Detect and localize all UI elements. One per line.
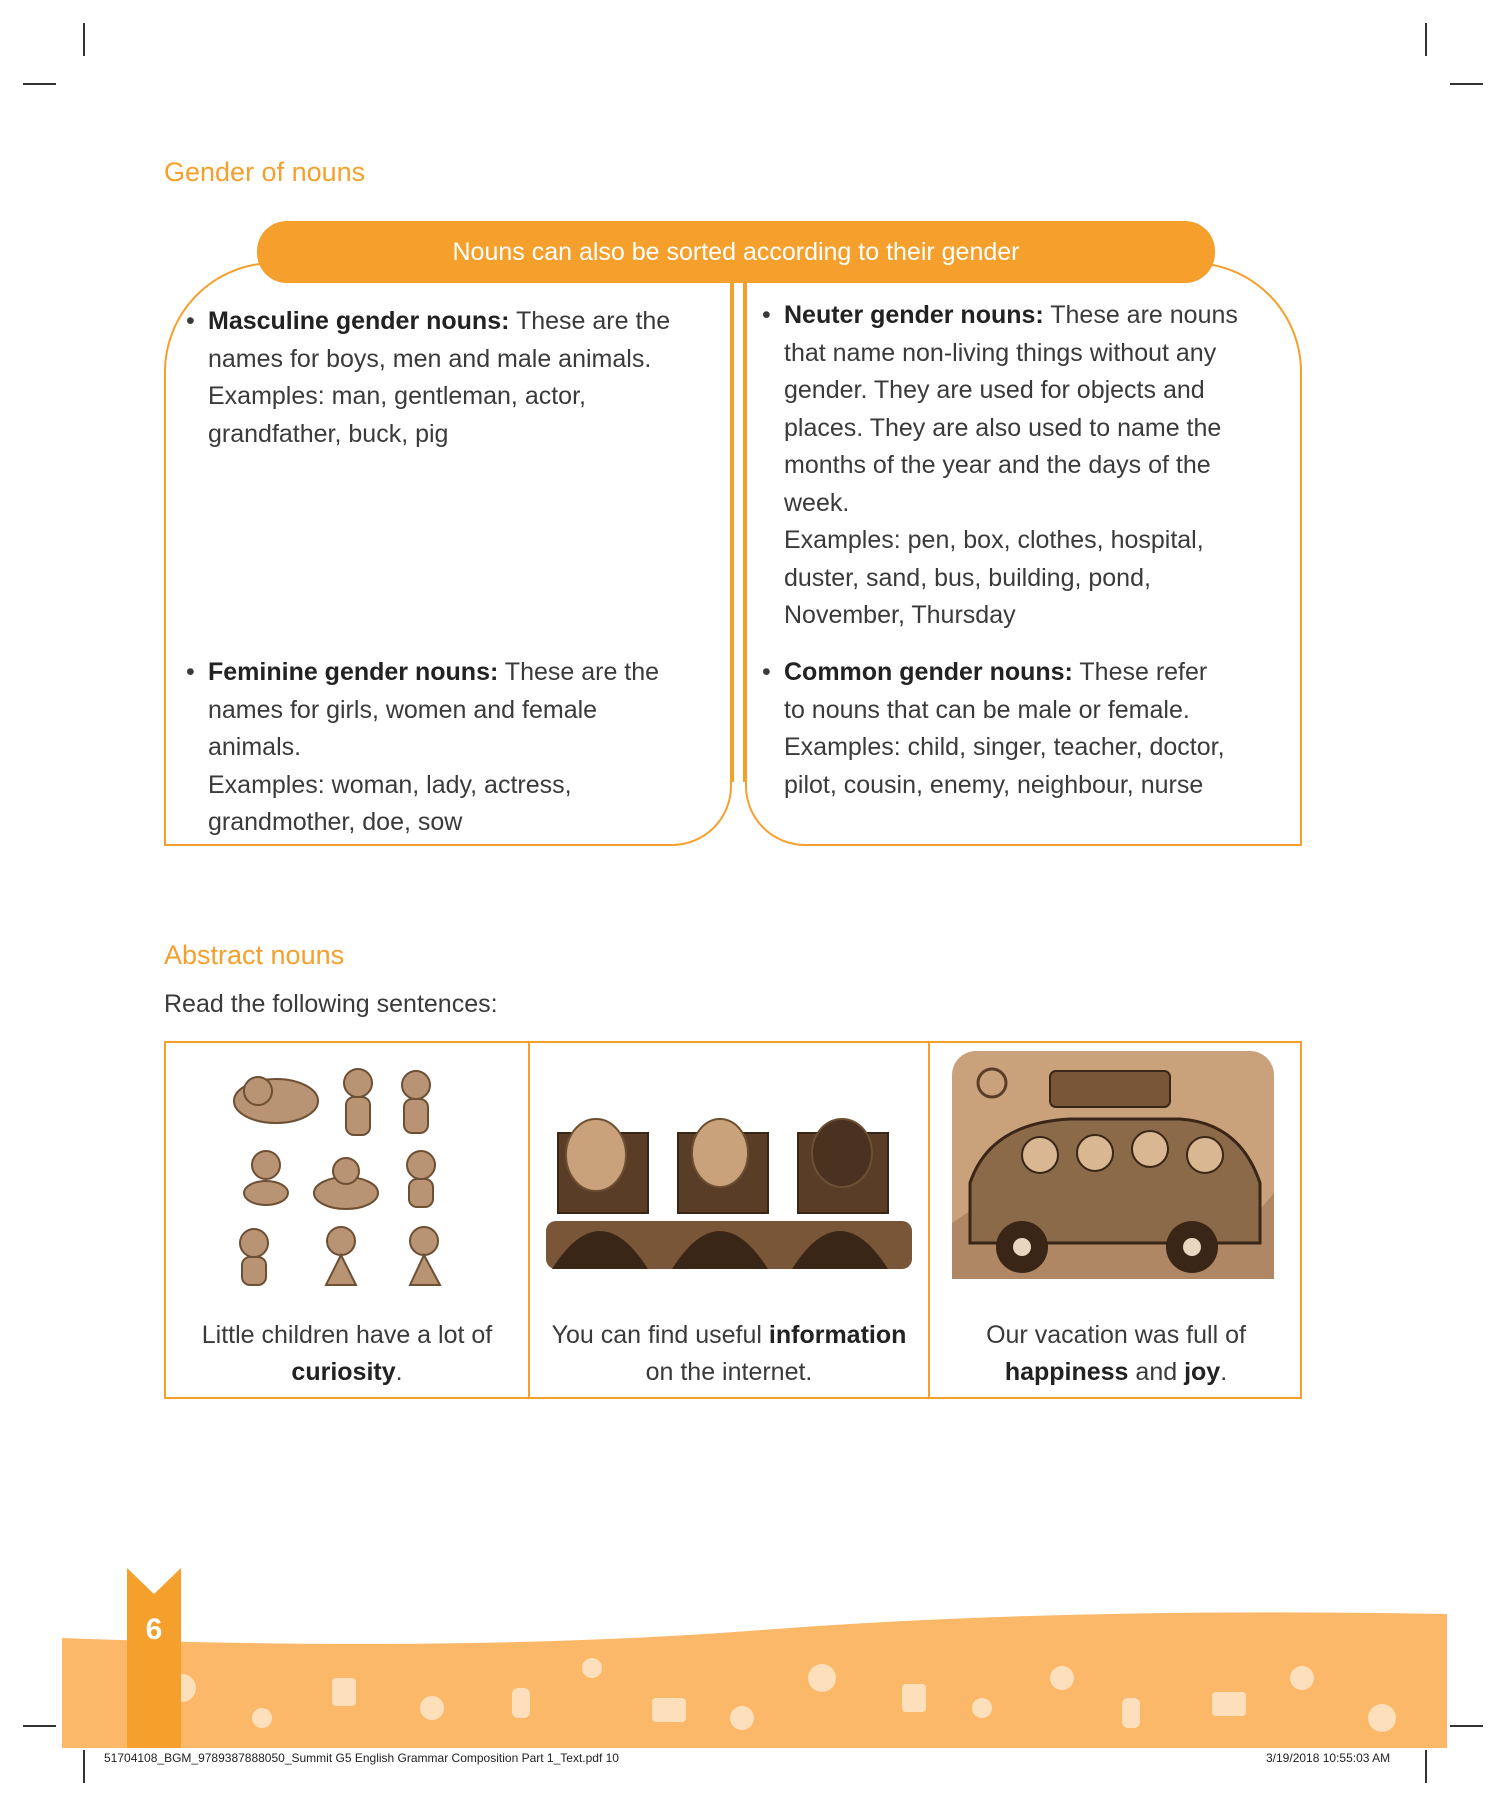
common-line: Examples: child, singer, teacher, doctor, (784, 733, 1225, 761)
abstract-noun: happiness (1004, 1358, 1129, 1386)
neuter-line: months of the year and the days of the (784, 451, 1211, 479)
footer-decorative-band (62, 1608, 1447, 1748)
crop-mark (83, 23, 85, 56)
page-number-tab (127, 1568, 181, 1748)
feminine-term: Feminine gender nouns: (208, 658, 499, 686)
feminine-line: names for girls, women and female (208, 695, 598, 724)
example-caption (930, 1317, 1302, 1391)
bullet-dot: • (186, 307, 195, 335)
neuter-line: These are nouns (1050, 301, 1238, 329)
file-slug: 51704108_BGM_9789387888050_Summit G5 English Grammar Composition Part 1_Text.pdf 10 (104, 1751, 619, 1765)
caption-text: Our vacation was full of (986, 1321, 1246, 1349)
crop-mark (83, 1750, 85, 1783)
neuter-line: places. They are also used to name the (784, 413, 1222, 442)
masculine-line: These are the (515, 307, 671, 335)
masculine-line: grandfather, buck, pig (208, 419, 449, 448)
gender-banner: Nouns can also be sorted according to their gender (257, 221, 1215, 283)
crop-mark (1425, 23, 1427, 56)
common-line: to nouns that can be male or female. (784, 695, 1190, 724)
abstract-noun: joy (1184, 1358, 1221, 1386)
example-caption (530, 1317, 928, 1391)
section-heading-gender: Gender of nouns (164, 157, 366, 187)
feminine-line: grandmother, doe, sow (208, 808, 463, 836)
neuter-line: Examples: pen, box, clothes, hospital, (784, 526, 1204, 554)
page-number: 6 (145, 1613, 163, 1646)
abstract-examples-table (164, 1041, 1302, 1399)
caption-punctuation: . (1220, 1358, 1228, 1386)
feminine-line: These are the (504, 658, 660, 686)
masculine-line: names for boys, men and male animals. (208, 344, 652, 373)
children-illustration (166, 1043, 528, 1303)
neuter-line: November, Thursday (784, 601, 1016, 629)
feminine-line: animals. (208, 733, 302, 761)
neuter-definition (762, 297, 1287, 635)
caption-text: You can find useful (551, 1321, 762, 1349)
common-definition (762, 654, 1292, 804)
common-term: Common gender nouns: (784, 658, 1073, 686)
bullet-dot: • (762, 301, 771, 329)
example-caption (166, 1317, 528, 1391)
masculine-term: Masculine gender nouns: (208, 307, 510, 335)
caption-text: Little children have a lot of (201, 1321, 493, 1349)
print-timestamp: 3/19/2018 10:55:03 AM (1266, 1751, 1391, 1765)
abstract-noun: information (768, 1321, 907, 1349)
masculine-definition (186, 303, 706, 453)
example-card-information (530, 1043, 928, 1397)
abstract-noun: curiosity (291, 1358, 396, 1386)
masculine-line: Examples: man, gentleman, actor, (208, 382, 586, 410)
crop-mark (23, 1725, 56, 1727)
crop-mark (23, 83, 56, 85)
neuter-line: gender. They are used for objects and (784, 376, 1205, 404)
neuter-line: duster, sand, bus, building, pond, (784, 563, 1151, 592)
example-card-happiness (930, 1043, 1302, 1397)
example-card-curiosity (166, 1043, 528, 1397)
family-car-illustration (930, 1043, 1302, 1303)
bullet-dot: • (186, 658, 195, 686)
common-line: pilot, cousin, enemy, neighbour, nurse (784, 770, 1204, 799)
feminine-definition (186, 654, 706, 842)
neuter-term: Neuter gender nouns: (784, 301, 1044, 329)
section-heading-abstract: Abstract nouns (164, 940, 345, 970)
feminine-line: Examples: woman, lady, actress, (208, 770, 572, 799)
caption-text: and (1135, 1358, 1178, 1386)
caption-text: on the internet. (645, 1358, 813, 1386)
crop-mark (1450, 83, 1483, 85)
caption-punctuation: . (395, 1358, 403, 1386)
crop-mark (1450, 1725, 1483, 1727)
computer-users-illustration (530, 1043, 928, 1303)
common-line: These refer (1079, 658, 1208, 686)
crop-mark (1425, 1750, 1427, 1783)
abstract-intro: Read the following sentences: (164, 990, 498, 1018)
neuter-line: week. (784, 488, 850, 517)
gender-box-divider (732, 282, 745, 782)
bullet-dot: • (762, 658, 771, 686)
neuter-line: that name non-living things without any (784, 338, 1217, 367)
